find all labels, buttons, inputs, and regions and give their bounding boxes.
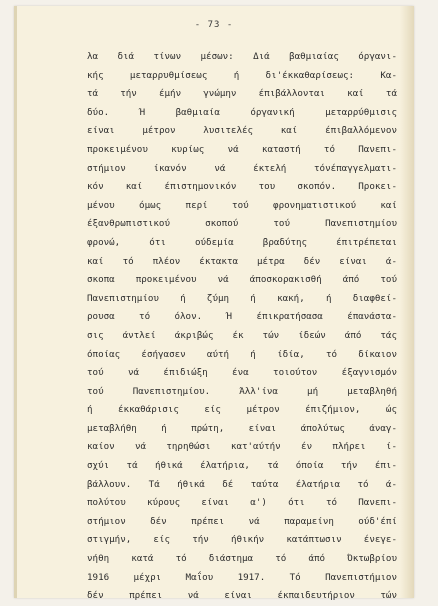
text-line: καίον νά τηρηθώσι κατ'αύτήν έν πλήρει ί-	[87, 441, 397, 453]
text-line: μένου όμως περί τού φρονηματιστικού καί	[87, 199, 397, 211]
text-line: Πανεπιστημίου ή ζύμη ή κακή, ή διαφθεί-	[87, 292, 397, 304]
page-edge-shadow	[400, 6, 414, 598]
text-line: πολύτου κύρους είναι α') ότι τό Πανεπι-	[87, 497, 397, 509]
text-line: βάλλουν. Τά ήθικά δέ ταύτα έλατήρια τό ά-	[87, 478, 397, 490]
text-line: δέν πρέπει νά είναι έκπαιδευτήριον τών	[87, 590, 397, 602]
text-line: τού νά έπιδιώξη ένα τοιούτον έξαγνισμόν	[87, 367, 397, 379]
text-line: καί τό πλέον έκτακτα μέτρα δέν είναι ά-	[87, 255, 397, 267]
typed-text-body	[87, 48, 397, 606]
text-line: τού Πανεπιστημίου. Άλλ'ίνα μή μεταβληθή	[87, 385, 397, 397]
text-line: ρουσα τό όλον. Ή έπικρατήσασα έπανάστα-	[87, 311, 397, 323]
text-line: φρονώ, ότι ούδεμία βραδύτης έπιτρέπεται	[87, 236, 397, 248]
document-page	[14, 6, 414, 602]
text-line: στήμιον δέν πρέπει νά παραμείνη ούδ'έπί	[87, 515, 397, 527]
text-line: στήμιον ίκανόν νά έκτελή τόνέπαγγελματι-	[87, 162, 397, 174]
text-line: σις άντλεί άκριβώς έκ τών ίδεών άπό τάς	[87, 329, 397, 341]
text-line: κόν καί έπιστημονικόν του σκοπόν. Προκει-	[87, 181, 397, 193]
text-line: δύο. Ή βαθμιαία όργανική μεταρρύθμισις	[87, 106, 397, 118]
text-line: προκειμένου κυρίως νά καταστή τό Πανεπι-	[87, 143, 397, 155]
text-line: έξανθρωπιστικού σκοπού τού Πανεπιστημίου	[87, 218, 397, 230]
text-line: σχύι τά ήθικά έλατήρια, τά όποία τήν έπι-	[87, 460, 397, 472]
text-line: σκοπα προκειμένου νά άποσκορακισθή άπό τού	[87, 274, 397, 286]
text-line: κής μεταρρυθμίσεως ή δι'έκκαθαρίσεως: Κα-	[87, 69, 397, 81]
text-line: λα διά τίνων μέσων: Διά βαθμιαίας όργανι-	[87, 51, 397, 62]
text-line: ή έκκαθάρισις είς μέτρον έπιζήμιον, ώς	[87, 404, 397, 416]
text-line: όποίας έσήγασεν αύτή ή ίδία, τό δίκαιον	[87, 348, 397, 360]
text-line: μεταβλήθη ή πρώτη, είναι άπολύτως άναγ-	[87, 422, 397, 434]
text-line: 1916 μέχρι Μαΐου 1917. Τό Πανεπιστήμιον	[87, 571, 397, 583]
page-binding-edge	[14, 6, 17, 598]
page-number: - 73 -	[194, 20, 234, 30]
text-line: τά τήν έμήν γνώμην έπιβάλλονται καί τά	[87, 88, 397, 100]
text-line: νήθη κατά τό διάστημα τό άπό Όκτωβρίου	[87, 553, 397, 565]
text-line: στιγμήν, είς τήν ήθικήν κατάπτωσιν ένεγε-	[87, 534, 397, 546]
text-line: είναι μέτρον λυσιτελές καί έπιβαλλόμενον	[87, 125, 397, 137]
